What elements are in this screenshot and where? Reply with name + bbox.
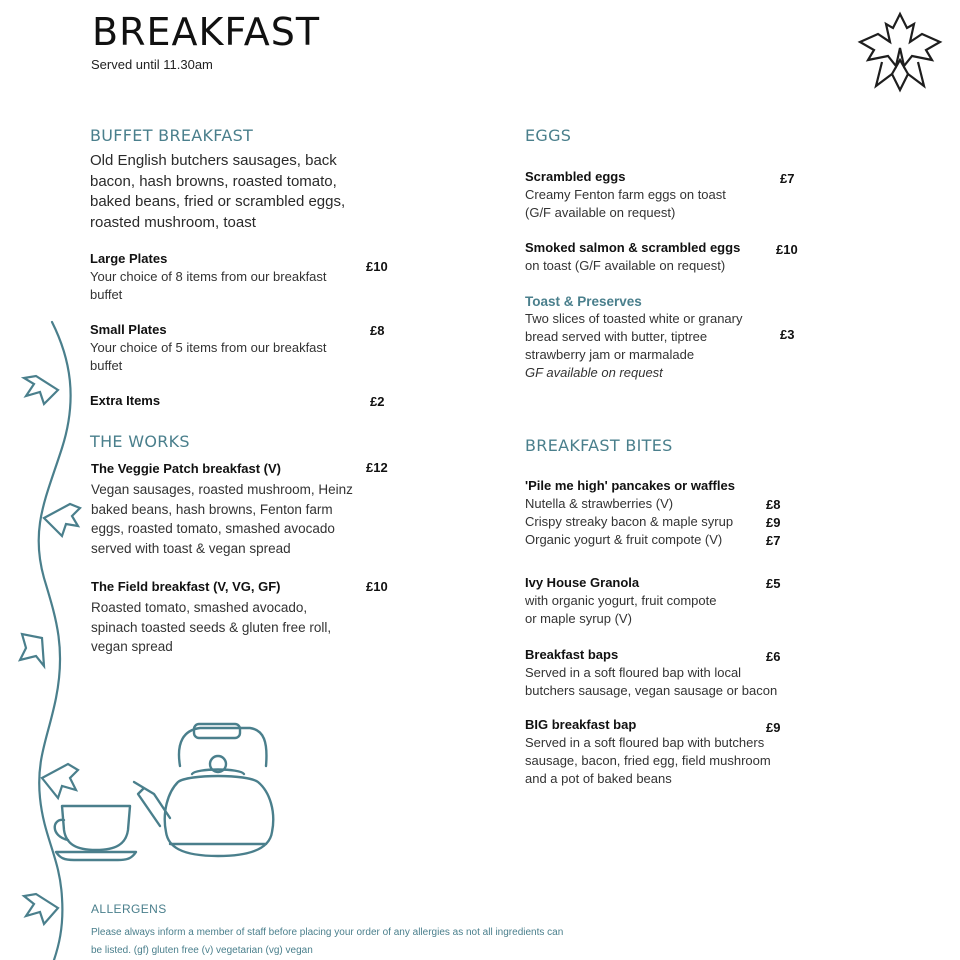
item-price: £5 — [766, 576, 781, 591]
item-desc: or maple syrup (V) — [525, 611, 632, 626]
buffet-intro-line: roasted mushroom, toast — [90, 213, 256, 231]
item-price: £7 — [780, 171, 795, 186]
item-price: £3 — [780, 327, 795, 342]
item-name: Ivy House Granola — [525, 575, 640, 590]
page-title: BREAKFAST — [92, 10, 321, 54]
buffet-intro — [90, 151, 390, 233]
item-desc: Two slices of toasted white or granary — [525, 311, 743, 326]
item-desc: and a pot of baked beans — [525, 771, 672, 786]
menu-item-breakfast-baps — [525, 646, 795, 700]
buffet-heading: BUFFET BREAKFAST — [90, 126, 254, 145]
item-desc: buffet — [90, 287, 123, 302]
allergens-heading: ALLERGENS — [91, 902, 167, 916]
item-name: Small Plates — [90, 322, 167, 337]
item-desc: Served in a soft floured bap with butchers — [525, 735, 765, 750]
option-price: £7 — [766, 533, 781, 548]
item-desc: sausage, bacon, fried egg, field mushroom — [525, 753, 771, 768]
item-name: Extra Items — [90, 393, 161, 408]
option-label: Crispy streaky bacon & maple syrup — [525, 514, 734, 529]
item-name: Toast & Preserves — [525, 294, 642, 309]
item-desc: eggs, roasted tomato, smashed avocado — [91, 521, 335, 536]
item-price: £10 — [366, 579, 388, 594]
buffet-intro-line: baked beans, fried or scrambled eggs, — [90, 193, 346, 210]
item-price: £9 — [766, 720, 781, 735]
menu-item-small-plates — [90, 321, 390, 375]
menu-item-veggie-patch — [91, 460, 371, 558]
maple-leaf-logo-icon — [852, 8, 948, 98]
item-desc: vegan spread — [91, 639, 173, 654]
item-desc: served with toast & vegan spread — [91, 540, 291, 556]
allergens-line: Please always inform a member of staff before placing your order of any allergies as not all ingredients can — [91, 927, 564, 938]
item-desc: with organic yogurt, fruit compote — [525, 593, 717, 608]
item-name: The Field breakfast (V, VG, GF) — [91, 579, 281, 594]
item-price: £12 — [366, 460, 388, 475]
item-desc: buffet — [90, 358, 123, 373]
item-desc: on toast (G/F available on request) — [525, 258, 726, 273]
page-subtitle: Served until 11.30am — [91, 57, 213, 72]
item-note: GF available on request — [525, 365, 663, 380]
item-price: £10 — [366, 259, 388, 274]
teapot-icon — [130, 722, 282, 862]
leaf-vine-icon — [0, 318, 100, 960]
item-name: Large Plates — [90, 251, 168, 266]
item-name: Smoked salmon & scrambled eggs — [525, 240, 741, 255]
item-desc: Your choice of 8 items from our breakfast — [90, 269, 327, 284]
item-name: Breakfast baps — [525, 647, 619, 662]
menu-item-granola — [525, 574, 795, 628]
teacup-icon — [48, 800, 138, 862]
menu-item-big-breakfast-bap — [525, 716, 795, 788]
allergens-line: be listed. (gf) gluten free (v) vegetarian (vg) vegan — [91, 945, 313, 956]
item-desc: (G/F available on request) — [525, 205, 676, 220]
item-desc: baked beans, hash browns, Fenton farm — [91, 501, 333, 517]
item-desc: Your choice of 5 items from our breakfast — [90, 340, 327, 355]
option-price: £8 — [766, 497, 781, 512]
item-price: £2 — [370, 394, 385, 409]
item-desc: Roasted tomato, smashed avocado, — [91, 600, 308, 615]
option-price: £9 — [766, 515, 781, 530]
allergens-text — [91, 924, 631, 960]
bites-heading: BREAKFAST BITES — [525, 436, 673, 455]
item-desc: Served in a soft floured bap with local — [525, 665, 742, 680]
buffet-intro-line: bacon, hash browns, roasted tomato, — [90, 172, 337, 190]
menu-item-smoked-salmon — [525, 239, 785, 275]
item-desc: strawberry jam or marmalade — [525, 347, 695, 362]
item-desc: Vegan sausages, roasted mushroom, Heinz — [91, 482, 353, 497]
item-desc: Creamy Fenton farm eggs on toast — [525, 187, 726, 202]
item-name: The Veggie Patch breakfast (V) — [91, 461, 282, 476]
menu-item-field-breakfast — [91, 578, 371, 657]
eggs-heading: EGGS — [525, 126, 572, 145]
item-price: £6 — [766, 649, 781, 664]
buffet-intro-line: Old English butchers sausages, back — [90, 152, 337, 169]
menu-item-large-plates — [90, 250, 390, 304]
item-price: £8 — [370, 323, 385, 338]
works-heading: THE WORKS — [90, 432, 190, 451]
item-name: BIG breakfast bap — [525, 717, 637, 732]
item-desc: butchers sausage, vegan sausage or bacon — [525, 683, 778, 698]
item-name: Scrambled eggs — [525, 169, 626, 184]
menu-item-scrambled-eggs — [525, 168, 785, 222]
item-desc: bread served with butter, tiptree — [525, 329, 708, 344]
item-price: £10 — [776, 242, 798, 257]
option-label: Nutella & strawberries (V) — [525, 496, 674, 511]
option-label: Organic yogurt & fruit compote (V) — [525, 532, 723, 547]
menu-item-toast-preserves — [525, 294, 785, 382]
item-desc: spinach toasted seeds & gluten free roll, — [91, 619, 332, 635]
item-name: 'Pile me high' pancakes or waffles — [525, 478, 735, 493]
